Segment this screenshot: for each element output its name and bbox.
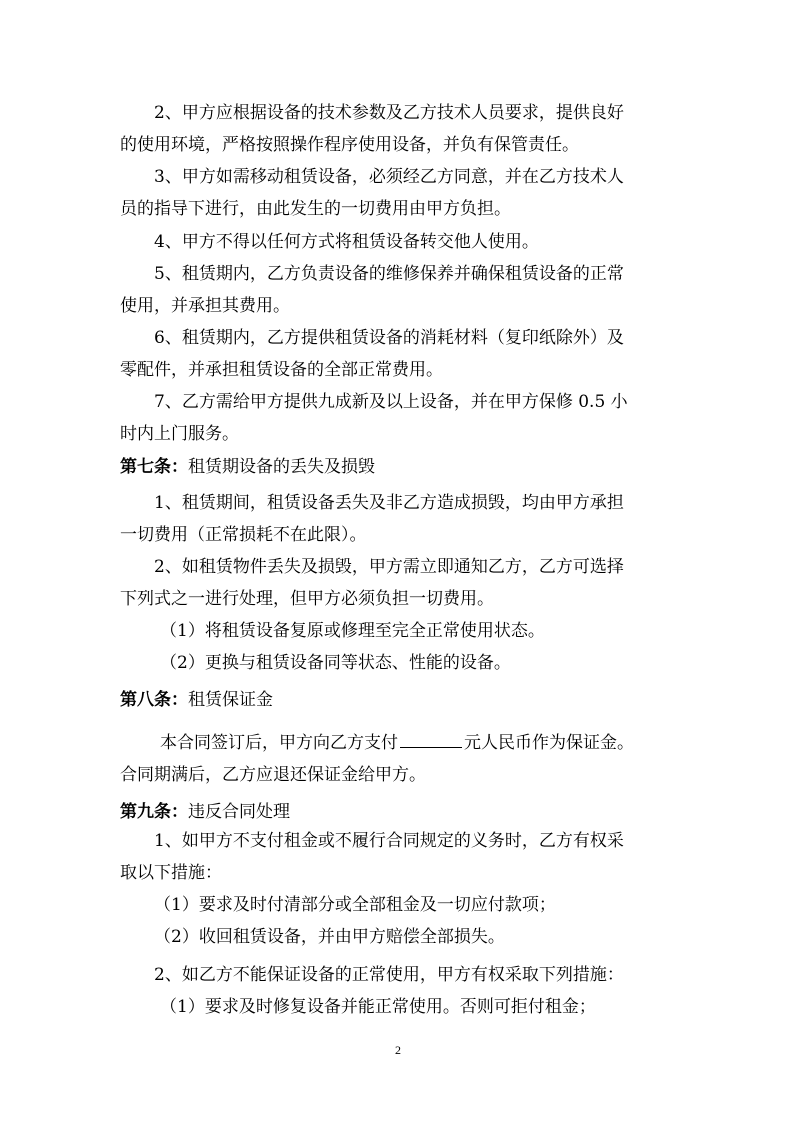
paragraph-line: 6、租赁期内，乙方提供租赁设备的消耗材料（复印纸除外）及 — [154, 328, 624, 348]
article-7-label: 第七条： — [120, 457, 188, 477]
deposit-amount-blank — [400, 731, 462, 748]
page-number: 2 — [395, 1043, 401, 1057]
article-7-heading — [120, 455, 680, 479]
article-9-title: 违反合同处理 — [188, 802, 290, 822]
article-8-title: 租赁保证金 — [188, 690, 273, 710]
paragraph-line: 2、如租赁物件丢失及损毁，甲方需立即通知乙方，乙方可选择 — [154, 557, 624, 577]
deposit-text-before: 本合同签订后，甲方向乙方支付 — [160, 733, 398, 753]
list-item: （1）将租赁设备复原或修理至完全正常使用状态。 — [160, 621, 545, 641]
paragraph-line: 一切费用（正常损耗不在此限）。 — [120, 525, 367, 545]
paragraph-line: 下列式之一进行处理，但甲方必须负担一切费用。 — [120, 589, 494, 609]
paragraph-line: 员的指导下进行，由此发生的一切费用由甲方负担。 — [120, 199, 511, 219]
list-item: （2）收回租赁设备，并由甲方赔偿全部损失。 — [154, 927, 505, 947]
list-item: （1）要求及时付清部分或全部租金及一切应付款项； — [154, 895, 556, 915]
paragraph-line: 2、甲方应根据设备的技术参数及乙方技术人员要求，提供良好 — [154, 103, 624, 123]
paragraph-line: 零配件，并承担租赁设备的全部正常费用。 — [120, 360, 443, 380]
deposit-text-after: 元人民币作为保证金。 — [464, 733, 634, 753]
paragraph-line: 5、租赁期内，乙方负责设备的维修保养并确保租赁设备的正常 — [154, 264, 624, 284]
article-8-heading — [120, 688, 680, 712]
paragraph-line: 1、租赁期间，租赁设备丢失及非乙方造成损毁，均由甲方承担 — [154, 493, 624, 513]
paragraph-line: 合同期满后，乙方应退还保证金给甲方。 — [120, 765, 426, 785]
article-9-label: 第九条： — [120, 802, 188, 822]
paragraph-line: 2、如乙方不能保证设备的正常使用，甲方有权采取下列措施： — [154, 965, 624, 985]
paragraph-line: 时内上门服务。 — [120, 424, 239, 444]
paragraph-line: 1、如甲方不支付租金或不履行合同规定的义务时，乙方有权采 — [154, 831, 624, 851]
paragraph-line: 使用，并承担其费用。 — [120, 296, 290, 316]
paragraph-line: 7、乙方需给甲方提供九成新及以上设备，并在甲方保修 0.5 小 — [154, 392, 628, 412]
list-item: （2）更换与租赁设备同等状态、性能的设备。 — [160, 653, 511, 673]
list-item: （1）要求及时修复设备并能正常使用。否则可拒付租金； — [160, 997, 596, 1017]
article-7-title: 租赁期设备的丢失及损毁 — [188, 457, 375, 477]
paragraph-line: 3、甲方如需移动租赁设备，必须经乙方同意，并在乙方技术人 — [154, 167, 624, 187]
article-9-heading — [120, 800, 680, 824]
deposit-clause — [120, 731, 680, 755]
paragraph-line: 取以下措施： — [120, 863, 222, 883]
article-8-label: 第八条： — [120, 690, 188, 710]
paragraph-line: 4、甲方不得以任何方式将租赁设备转交他人使用。 — [154, 232, 539, 252]
paragraph-line: 的使用环境，严格按照操作程序使用设备，并负有保管责任。 — [120, 135, 579, 155]
